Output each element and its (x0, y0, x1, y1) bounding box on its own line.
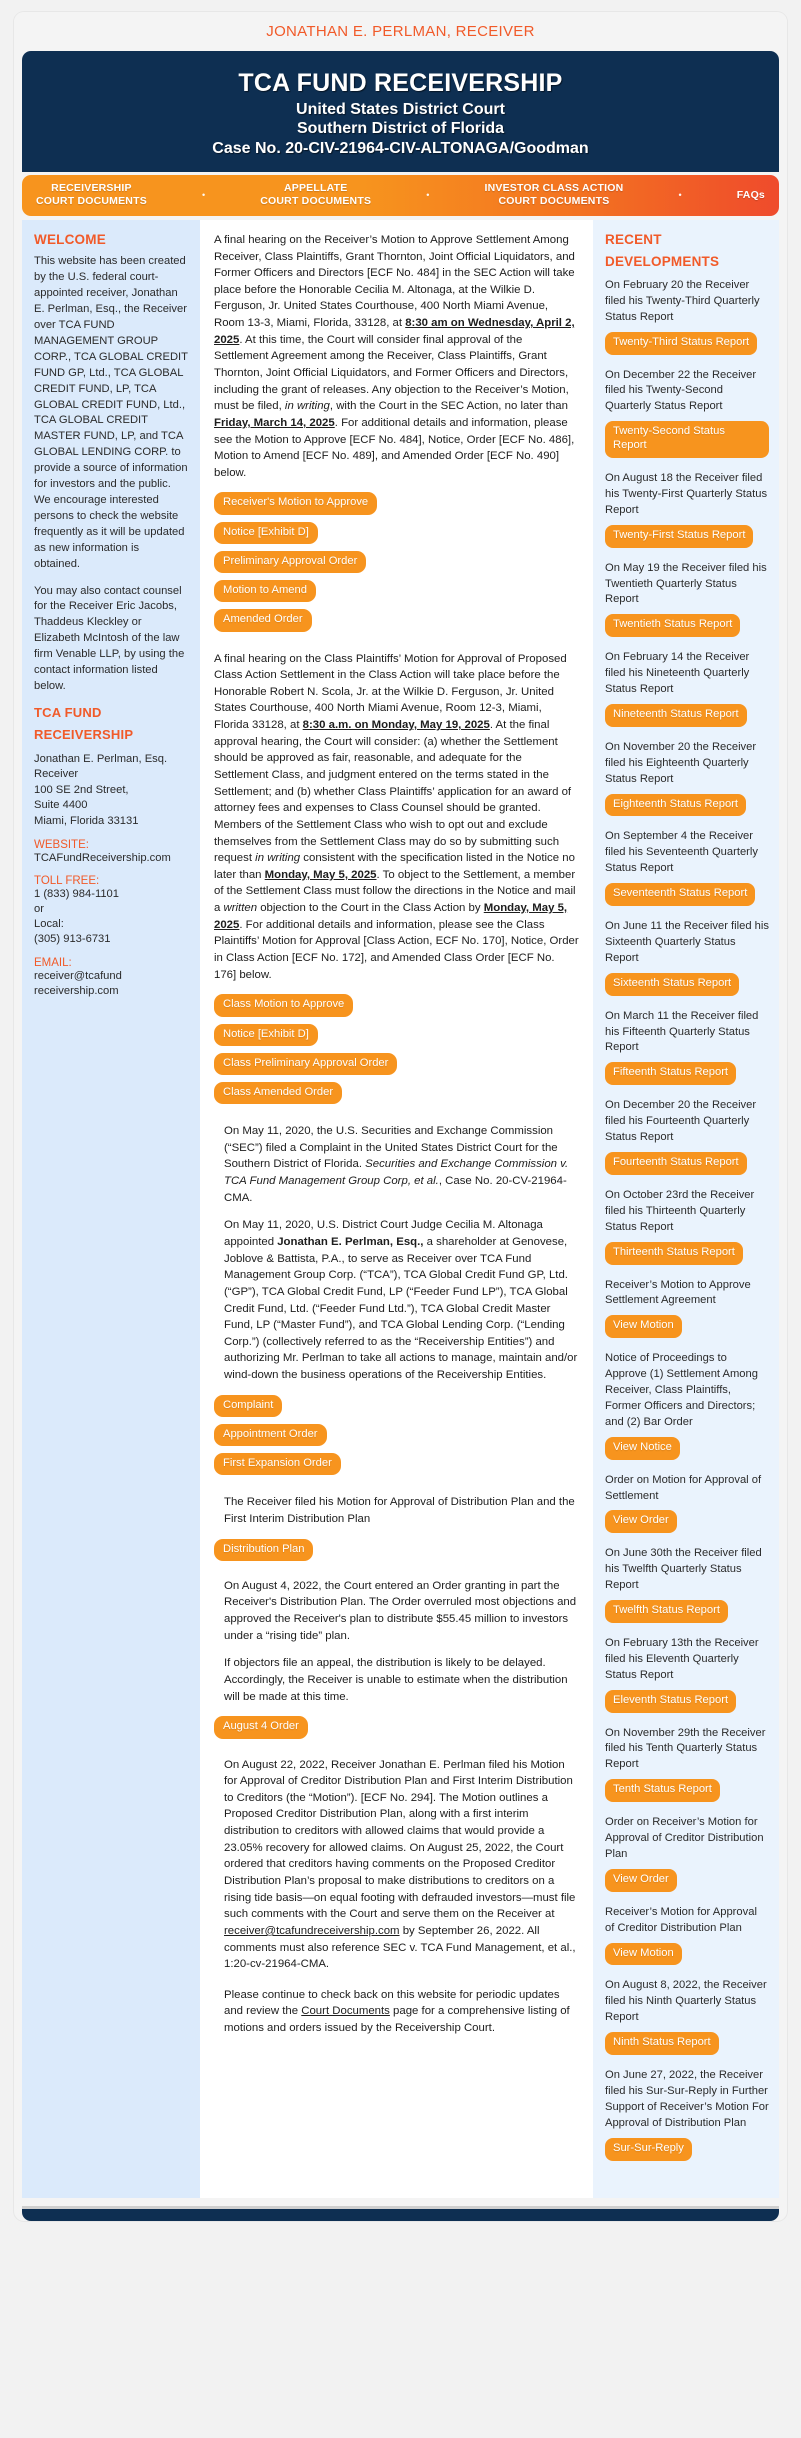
email-label: EMAIL: (34, 956, 72, 969)
list-item (605, 1188, 769, 1278)
list-item (605, 1473, 769, 1547)
paragraph-sec-complaint (214, 1123, 579, 1206)
development-button[interactable]: Twenty-First Status Report (605, 525, 753, 548)
development-button[interactable]: Fourteenth Status Report (605, 1152, 747, 1175)
development-button[interactable]: Seventeenth Status Report (605, 883, 755, 906)
paragraph-appeal-delay: If objectors file an appeal, the distribution is likely to be delayed. Accordingly, the Receiver is unable to estimate when the distribution will be made at this time. (224, 1657, 568, 1703)
p2-part-e: consistent with the specification listed in the Notice no later than (214, 852, 575, 881)
p2-part-i: objection to the Court in the Class Action by (257, 902, 484, 915)
header-district: Southern District of Florida (296, 120, 505, 137)
development-button[interactable]: Tenth Status Report (605, 1779, 720, 1802)
development-text: Receiver’s Motion for Approval of Creditor Distribution Plan (605, 1905, 757, 1934)
development-text: On August 18 the Receiver filed his Twenty-First Quarterly Status Report (605, 472, 768, 516)
nav-separator-dot-icon: • (678, 189, 682, 200)
contact-address (34, 752, 188, 829)
development-text: Receiver’s Motion to Approve Settlement Agreement (605, 1278, 751, 1307)
paragraph-receiver-appointment (214, 1217, 579, 1383)
p1-objection-deadline: Friday, March 14, 2025 (214, 416, 335, 429)
header-title: TCA FUND RECEIVERSHIP (238, 69, 563, 97)
button-notice-exhibit-d[interactable]: Notice [Exhibit D] (214, 522, 318, 544)
p9-part-c: page for a comprehensive listing of motions and orders issued by the Receivership Court. (224, 2005, 570, 2035)
email-value-line2: receivership.com (34, 984, 119, 997)
development-button[interactable]: Twenty-Third Status Report (605, 332, 757, 355)
development-text: On November 29th the Receiver filed his Tenth Quarterly Status Report (605, 1726, 766, 1771)
button-amended-order[interactable]: Amended Order (214, 609, 312, 631)
p3-case-caption: Securities and Exchange Commission v. TCA Fund Management Group Corp, et al. (224, 1158, 569, 1188)
nav-label-line2: COURT DOCUMENTS (498, 195, 610, 208)
list-item (605, 650, 769, 740)
button-complaint[interactable]: Complaint (214, 1395, 282, 1417)
development-button[interactable]: View Notice (605, 1437, 680, 1460)
address-line-street: 100 SE 2nd Street, (34, 783, 129, 796)
development-button[interactable]: Sixteenth Status Report (605, 973, 739, 996)
paragraph-sec-final-hearing (214, 232, 579, 482)
development-text: Notice of Proceedings to Approve (1) Settlement Among Receiver, Class Plaintiffs, Former Officers and Directors; and (2) Bar Order (605, 1352, 758, 1428)
development-text: On December 22 the Receiver filed his Twenty-Second Quarterly Status Report (605, 368, 757, 413)
p2-in-writing: in writing (255, 852, 301, 865)
button-group-appointment (214, 1395, 579, 1483)
button-distribution-plan[interactable]: Distribution Plan (214, 1539, 313, 1561)
p1-hearing-datetime: 8:30 am on Wednesday, April 2, 2025 (214, 317, 575, 346)
receiver-name-title: JONATHAN E. PERLMAN, RECEIVER (266, 23, 535, 40)
p2-optout-deadline: Monday, May 5, 2025 (264, 868, 377, 881)
paragraph-check-back (214, 1987, 579, 2037)
tollfree-number[interactable]: 1 (833) 984-1101 (34, 888, 120, 901)
paragraph-creditor-distribution (214, 1757, 579, 1973)
nav-separator-dot-icon: • (202, 189, 206, 200)
p4-receiver-name: Jonathan E. Perlman, Esq., (277, 1235, 424, 1248)
welcome-heading: WELCOME (34, 231, 106, 247)
p4-part-a: On May 11, 2020, U.S. District Court Judge Cecilia M. Altonaga appointed (224, 1219, 543, 1248)
nav-label-line2: COURT DOCUMENTS (36, 195, 147, 208)
contact-heading-line2: RECEIVERSHIP (34, 726, 134, 742)
p9-part-a: Please continue to check back on this website for periodic updates and review the (224, 1988, 560, 2018)
development-button[interactable]: Ninth Status Report (605, 2032, 719, 2055)
email-value-line1: receiver@tcafund (34, 969, 122, 982)
p2-part-k: . For additional details and information, please see the Class Plaintiffs’ Motion for Approval [Class Action, ECF No. 170], Notice, Order in Class Action [ECF No. 172], and Amended Class Order [ECF No. 176] below. (214, 918, 579, 981)
recent-developments-heading-line2: DEVELOPMENTS (605, 254, 720, 270)
list-item (605, 1351, 769, 1472)
main-content (200, 220, 593, 2198)
development-button[interactable]: View Order (605, 1869, 677, 1892)
button-first-expansion-order[interactable]: First Expansion Order (214, 1453, 341, 1475)
site-shell (14, 12, 787, 2221)
list-item (605, 278, 769, 368)
receiver-email-link[interactable]: receiver@tcafundreceivership.com (224, 1924, 400, 1937)
p4-part-c: a shareholder at Genovese, Joblove & Battista, P.A., to serve as Receiver over TCA Fund Management Group Corp. (“TCA”), TCA Global Credit Fund GP, Ltd. (“GP”), TCA Global Credit Fund, LP (“Feeder Fund LP”), TCA Global Credit Fund, Ltd. (“Feeder Fund Ltd.”), TCA Global Credit Master Fund, LP (“Master Fund”), and TCA Global Lending Corp. (“Lending Corp.”) (collectively referred to as the “Receivership Entities”) and authorizing Mr. Perlman to take all actions to manage, maintain and/or wind-down the business operations of the Receivership Entities. (224, 1235, 578, 1382)
p8-part-c: by September 26, 2022. All comments must also reference SEC v. TCA Fund Management, et al., 1:20-cv-21964-CMA. (224, 1924, 576, 1971)
tollfree-or: or (34, 903, 44, 916)
address-line-name: Jonathan E. Perlman, Esq. (34, 752, 168, 765)
contact-heading-line1: TCA FUND (34, 704, 102, 720)
nav-item-investor-class-action-court-documents[interactable] (484, 182, 623, 209)
nav-item-faqs[interactable] (737, 189, 765, 202)
list-item (605, 829, 769, 919)
development-text: On September 4 the Receiver filed his Seventeenth Quarterly Status Report (605, 830, 758, 875)
header-court: United States District Court (296, 101, 505, 118)
nav-label-line1: INVESTOR CLASS ACTION (484, 182, 624, 194)
footer-strip (22, 2209, 779, 2221)
welcome-paragraph-1: This website has been created by the U.S. federal court-appointed receiver, Jonathan E. Perlman, Esq., the Receiver over TCA FUND MANAGEMENT GROUP CORP., TCA GLOBAL CREDIT FUND GP, Ltd., TCA GLOBAL CREDIT FUND, LP, TCA GLOBAL CREDIT FUND, Ltd., TCA GLOBAL CREDIT MASTER FUND, LP, and TCA GLOBAL LENDING CORP. to provide a source of information for investors and the public. We encourage interested persons to check the website frequently as it will be updated as new information is obtained. (34, 255, 188, 570)
button-class-preliminary-approval-order[interactable]: Class Preliminary Approval Order (214, 1053, 397, 1075)
list-item (605, 1726, 769, 1816)
list-item (605, 1278, 769, 1352)
p2-part-a: A final hearing on the Class Plaintiffs’ Motion for Approval of Proposed Class Action Settlement in the Class Action will take place before the Honorable Robert N. Scola, Jr. at the Wilkie D. Ferguson, Jr. United States Courthouse, 400 North Miami Avenue, Room 12-3, Miami, Florida 33128, at (214, 652, 567, 732)
development-text: On May 19 the Receiver filed his Twentieth Quarterly Status Report (605, 561, 767, 606)
development-text: On February 13th the Receiver filed his Eleventh Quarterly Status Report (605, 1636, 759, 1681)
p1-in-writing: in writing (284, 400, 330, 413)
court-documents-link[interactable]: Court Documents (301, 2005, 390, 2018)
button-group-august4 (214, 1716, 579, 1745)
button-class-notice-exhibit-d[interactable]: Notice [Exhibit D] (214, 1024, 318, 1046)
button-class-motion-to-approve[interactable]: Class Motion to Approve (214, 994, 353, 1016)
list-item (605, 1815, 769, 1905)
development-button[interactable]: Sur-Sur-Reply (605, 2138, 692, 2161)
nav-wrapper (22, 175, 779, 216)
development-button[interactable]: View Order (605, 1510, 677, 1533)
list-item (605, 740, 769, 830)
development-button[interactable]: Twentieth Status Report (605, 614, 740, 637)
development-text: Order on Receiver’s Motion for Approval of Creditor Distribution Plan (605, 1816, 764, 1860)
button-appointment-order[interactable]: Appointment Order (214, 1424, 327, 1446)
p1-part-g: . For additional details and information, please see the Motion to Approve [ECF No. 484], Notice, Order [ECF No. 486], Motion to Amend [ECF No. 489], and Amended Order [ECF No. 490] below. (214, 416, 575, 479)
list-item (605, 1636, 769, 1726)
recent-developments-heading-line1: RECENT (605, 231, 662, 247)
nav-item-receivership-court-documents[interactable] (36, 182, 147, 209)
development-text: On March 11 the Receiver filed his Fifteenth Quarterly Status Report (605, 1009, 759, 1054)
p2-part-c: . At the final approval hearing, the Court will consider: (a) whether the Settlement should be approved as fair, reasonable, and adequate for the Settlement Class, and judgment entered on the terms stated in the Settlement; and (b) whether Class Plaintiffs’ application for an award of attorney fees and expenses to Class Counsel should be granted. Members of the Settlement Class who wish to opt out and exclude themselves from the Settlement Class may do so by submitting such request (214, 719, 572, 865)
button-august-4-order[interactable]: August 4 Order (214, 1716, 308, 1738)
nav-label-line1: APPELLATE (283, 182, 348, 194)
list-item (605, 1905, 769, 1979)
nav-label-line1: RECEIVERSHIP (51, 182, 132, 194)
p3-part-c: , Case No. 20-CV-21964-CMA. (224, 1175, 567, 1204)
list-item (605, 368, 769, 472)
address-line-city: Miami, Florida 33131 (34, 814, 139, 827)
development-text: On February 20 the Receiver filed his Twenty-Third Quarterly Status Report (605, 278, 760, 323)
welcome-paragraph-2: You may also contact counsel for the Receiver Eric Jacobs, Thaddeus Kleckley or Elizabeth McIntosh of the law firm Venable LLP, by using the contact information listed below. (34, 584, 185, 692)
development-text: On June 11 the Receiver filed his Sixteenth Quarterly Status Report (605, 920, 769, 964)
development-text: On June 30th the Receiver filed his Twelfth Quarterly Status Report (605, 1547, 762, 1592)
development-button[interactable]: Eighteenth Status Report (605, 794, 746, 817)
top-bar (14, 12, 787, 51)
development-button[interactable]: Twenty-Second Status Report (605, 421, 769, 458)
development-text: On November 20 the Receiver filed his Eighteenth Quarterly Status Report (605, 740, 757, 785)
tollfree-label: TOLL FREE: (34, 875, 100, 888)
list-item (605, 2068, 769, 2174)
development-button[interactable]: Thirteenth Status Report (605, 1242, 743, 1265)
list-item (605, 561, 769, 651)
list-item (605, 1009, 769, 1099)
website-value[interactable]: TCAFundReceivership.com (34, 852, 171, 864)
local-label: Local: (34, 918, 64, 931)
recent-developments-list (605, 278, 769, 2174)
header-case-number: Case No. 20-CIV-21964-CIV-ALTONAGA/Goodman (212, 140, 589, 157)
website-label: WEBSITE: (34, 839, 89, 851)
p1-part-a: A final hearing on the Receiver’s Motion to Approve Settlement Among Receiver, Class Plaintiffs, Grant Thornton, Joint Official Liquidators, and Former Officers and Directors [ECF No. 484] in the SEC Action will take place before the Honorable Cecilia M. Altonaga, at the Wilkie D. Ferguson, Jr. United States Courthouse, 400 North Miami Avenue, Room 13-3, Miami, Florida, 33128, at (214, 233, 575, 330)
sidebar-right (593, 220, 779, 2198)
tollfree-value (34, 887, 188, 947)
development-text: Order on Motion for Approval of Settlement (605, 1473, 762, 1502)
nav-label-line2: COURT DOCUMENTS (260, 195, 372, 208)
development-button[interactable]: Fifteenth Status Report (605, 1062, 736, 1085)
development-button[interactable]: View Motion (605, 1315, 682, 1338)
sidebar-left (22, 220, 200, 2198)
main-navigation (22, 175, 779, 216)
list-item (605, 1978, 769, 2068)
development-button[interactable]: Twelfth Status Report (605, 1600, 728, 1623)
development-button[interactable]: Eleventh Status Report (605, 1690, 736, 1713)
button-receivers-motion-to-approve[interactable]: Receiver's Motion to Approve (214, 492, 377, 514)
p3-part-a: On May 11, 2020, the U.S. Securities and Exchange Commission (“SEC”) filed a Complaint in the United States District Court for the Southern District of Florida. (224, 1125, 558, 1171)
p1-part-c: . At this time, the Court will consider final approval of the Settlement Agreement among the Receiver, Class Plaintiffs, Grant Thornton, Joint Official Liquidators, and Former Officers and Directors, including the grant of releases. Any objection to the Receiver’s Motion, must be filed, (214, 333, 569, 413)
button-group-distribution-plan (214, 1539, 579, 1568)
paragraph-class-final-hearing (214, 651, 579, 984)
email-value[interactable] (34, 969, 188, 999)
paragraph-distribution-plan-motion: The Receiver filed his Motion for Approval of Distribution Plan and the First Interim Distribution Plan (224, 1496, 575, 1525)
development-text: On October 23rd the Receiver filed his Thirteenth Quarterly Status Report (605, 1188, 755, 1233)
button-class-amended-order[interactable]: Class Amended Order (214, 1082, 342, 1104)
address-line-role: Receiver (34, 768, 79, 781)
list-item (605, 1546, 769, 1636)
p2-hearing-datetime: 8:30 a.m. on Monday, May 19, 2025 (302, 719, 490, 732)
button-motion-to-amend[interactable]: Motion to Amend (214, 580, 316, 602)
button-group-class-settlement (214, 994, 579, 1111)
development-button[interactable]: Nineteenth Status Report (605, 704, 747, 727)
development-text: On August 8, 2022, the Receiver filed his Ninth Quarterly Status Report (605, 1979, 767, 2024)
nav-label-line1: FAQs (736, 188, 765, 201)
p2-objection-deadline: Monday, May 5, 2025 (214, 902, 568, 931)
list-item (605, 1098, 769, 1188)
content-columns (22, 220, 779, 2206)
p2-part-g: . To object to the Settlement, a member of the Settlement Class must follow the directions in the Notice and mail a (214, 868, 576, 915)
nav-separator-dot-icon: • (426, 189, 430, 200)
development-button[interactable]: View Motion (605, 1943, 682, 1966)
nav-item-appellate-court-documents[interactable] (260, 182, 371, 209)
p2-written: written (223, 902, 258, 915)
button-group-sec-settlement (214, 492, 579, 638)
list-item (605, 919, 769, 1009)
site-header (22, 51, 779, 172)
address-line-suite: Suite 4400 (34, 799, 88, 812)
paragraph-august-4-order: On August 4, 2022, the Court entered an Order granting in part the Receiver's Distribution Plan. The Order overruled most objections and approved the Receiver's plan to distribute $55.45 million to investors under a “rising tide” plan. (224, 1579, 577, 1642)
p1-part-e: , with the Court in the SEC Action, no later than (329, 400, 568, 413)
button-preliminary-approval-order[interactable]: Preliminary Approval Order (214, 551, 366, 573)
development-text: On February 14 the Receiver filed his Nineteenth Quarterly Status Report (605, 651, 750, 696)
list-item (605, 471, 769, 561)
local-number[interactable]: (305) 913-6731 (34, 933, 111, 946)
development-text: On December 20 the Receiver filed his Fourteenth Quarterly Status Report (605, 1099, 757, 1144)
p8-part-a: On August 22, 2022, Receiver Jonathan E. Perlman filed his Motion for Approval of Creditor Distribution Plan and First Interim Distribution to Creditors (the “Motion”). [ECF No. 294]. The Motion outlines a Proposed Creditor Distribution Plan, along with a first interim distribution to creditors with allowed claims that would provide a 23.05% recovery for allowed claims. On August 25, 2022, the Court ordered that creditors having comments on the Proposed Creditor Distribution Plan’s proposal to make distributions to creditors on a rising tide basis—on equal footing with defrauded investors—must file such comments with the Court and serve them on the Receiver at (224, 1758, 576, 1921)
development-text: On June 27, 2022, the Receiver filed his Sur-Sur-Reply in Further Support of Receiver’s Motion For Approval of Distribution Plan (605, 2069, 769, 2129)
